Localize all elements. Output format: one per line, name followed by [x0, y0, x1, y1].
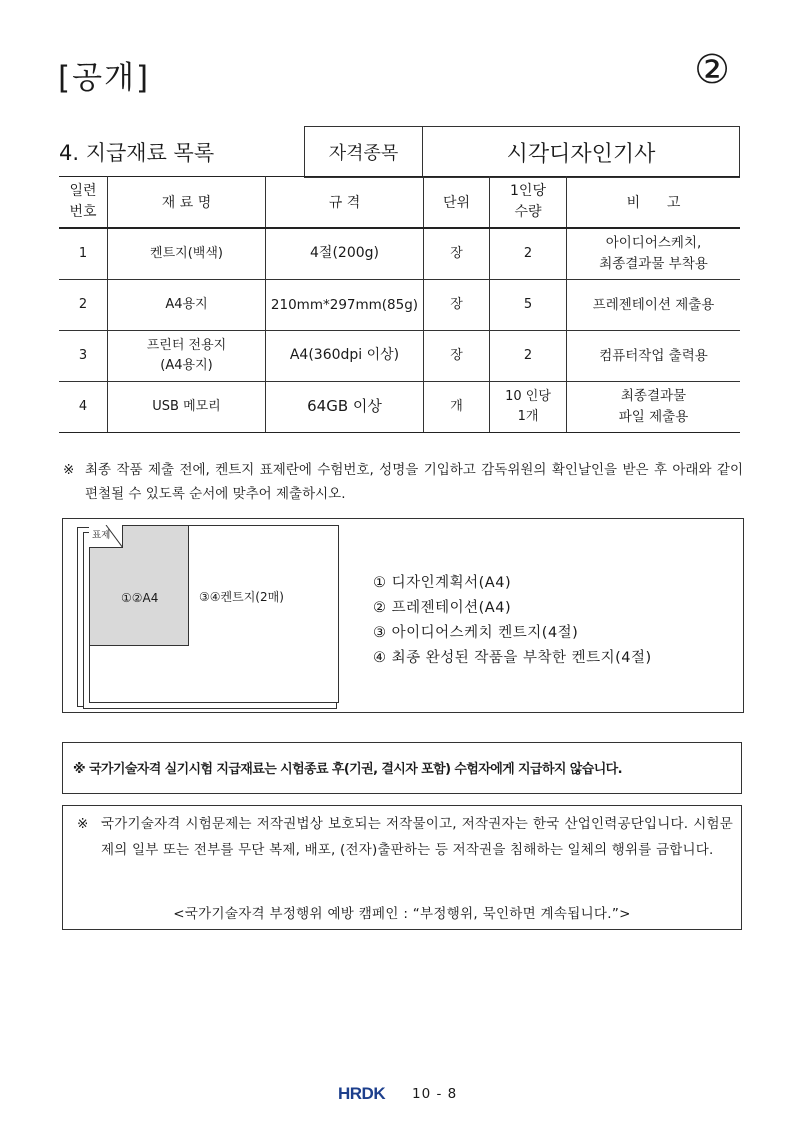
table-cell: 장 — [424, 331, 490, 382]
campaign-text: <국가기술자격 부정행위 예방 캠페인 : “부정행위, 묵인하면 계속됩니다.”> — [173, 906, 631, 922]
header-quantity: 1인당 수량 — [490, 177, 567, 229]
table-cell: A4(360dpi 이상) — [266, 331, 424, 382]
table-cell: 4 — [59, 382, 108, 433]
note-text: 최종 작품 제출 전에, 켄트지 표제란에 수험번호, 성명을 기입하고 감독위원의 확인날인을 받은 후 아래와 같이 편철될 수 있도록 순서에 맞추어 제출하시오. — [85, 462, 743, 502]
material-notice-box — [62, 742, 742, 794]
table-row — [59, 382, 740, 433]
qualification-label: 자격종목 — [305, 127, 423, 178]
page-number: 10 - 8 — [412, 1086, 458, 1102]
legend-item: ③ 아이디어스케치 켄트지(4절) — [373, 625, 579, 641]
table-cell: USB 메모리 — [108, 382, 266, 433]
header-serial: 일련 번호 — [59, 177, 108, 229]
table-row — [59, 331, 740, 382]
submission-note — [63, 458, 743, 506]
section-title: 4. 지급재료 목록 — [59, 141, 215, 165]
table-header-row — [59, 177, 740, 229]
table-cell: 64GB 이상 — [266, 382, 424, 433]
copyright-mark: ※ — [77, 816, 89, 832]
table-cell: 210mm*297mm(85g) — [266, 280, 424, 331]
hrdk-logo: HRDK — [338, 1084, 386, 1103]
table-cell: 3 — [59, 331, 108, 382]
header-unit: 단위 — [424, 177, 490, 229]
table-cell: 장 — [424, 228, 490, 280]
legend-item: ② 프레젠테이션(A4) — [373, 600, 512, 616]
table-cell: 프린터 전용지 (A4용지) — [108, 331, 266, 382]
binding-diagram — [62, 518, 744, 713]
table-cell: 2 — [490, 228, 567, 280]
table-cell: 최종결과물 파일 제출용 — [567, 382, 741, 433]
table-cell: 10 인당 1개 — [490, 382, 567, 433]
legend-item: ④ 최종 완성된 작품을 부착한 켄트지(4절) — [373, 650, 652, 666]
table-cell: 2 — [490, 331, 567, 382]
copyright-box — [62, 805, 742, 930]
section-title-table — [59, 126, 740, 178]
table-cell: 1 — [59, 228, 108, 280]
header-spec: 규 격 — [266, 177, 424, 229]
kent-label: ③④켄트지(2매) — [199, 590, 284, 604]
header-remarks: 비 고 — [567, 177, 741, 229]
copyright-text: 국가기술자격 시험문제는 저작권법상 보호되는 저작물이고, 저작권자는 한국 산업인력공단입니다. 시험문제의 일부 또는 전부를 무단 복제, 배포, (전자)출판하는 등 저작권을 침해하는 일체의 행위를 금합니다. — [101, 816, 733, 858]
table-cell: 장 — [424, 280, 490, 331]
table-cell: A4용지 — [108, 280, 266, 331]
page-mark: ② — [694, 47, 730, 93]
table-cell: 2 — [59, 280, 108, 331]
table-row — [59, 228, 740, 280]
table-cell: 컴퓨터작업 출력용 — [567, 331, 741, 382]
qualification-value: 시각디자인기사 — [423, 127, 740, 178]
a4-label: ①②A4 — [121, 591, 159, 605]
note-mark: ※ — [63, 462, 75, 478]
material-notice-text: ※ 국가기술자격 실기시험 지급재료는 시험종료 후(기권, 결시자 포함) 수험자에게 지급하지 않습니다. — [73, 762, 622, 777]
header-material-name: 재 료 명 — [108, 177, 266, 229]
table-row — [59, 280, 740, 331]
table-cell: 프레젠테이션 제출용 — [567, 280, 741, 331]
corner-label: 표제 — [92, 530, 111, 541]
disclosure-label: [공개] — [58, 60, 151, 96]
table-cell: 개 — [424, 382, 490, 433]
table-cell: 아이디어스케치, 최종결과물 부착용 — [567, 228, 741, 280]
table-cell: 5 — [490, 280, 567, 331]
table-cell: 4절(200g) — [266, 228, 424, 280]
table-cell: 켄트지(백색) — [108, 228, 266, 280]
legend-item: ① 디자인계획서(A4) — [373, 575, 512, 591]
materials-table — [59, 176, 740, 433]
title-label-corner — [89, 525, 123, 548]
